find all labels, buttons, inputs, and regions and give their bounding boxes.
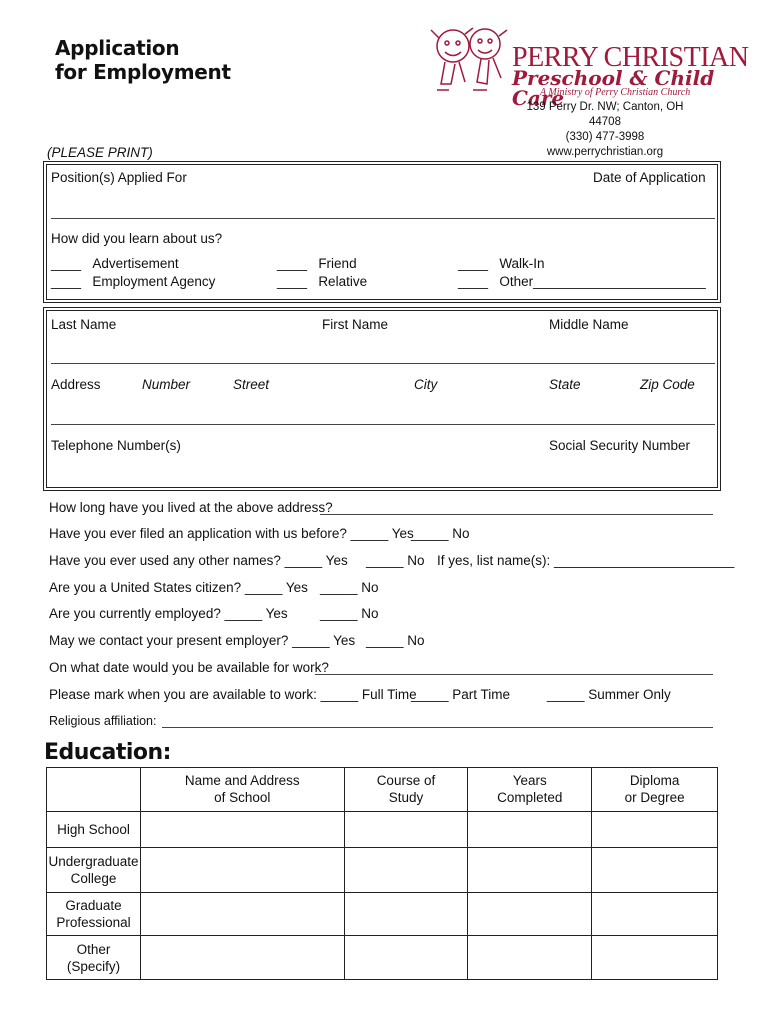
contact-block	[510, 100, 700, 160]
please-print-note: (PLEASE PRINT)	[47, 145, 153, 160]
religious-input-line[interactable]	[162, 727, 713, 728]
high-school-course-cell[interactable]	[344, 812, 468, 848]
undergrad-course-cell[interactable]	[344, 848, 468, 893]
other-diploma-cell[interactable]	[592, 936, 718, 980]
first-name-label: First Name	[322, 317, 389, 332]
undergrad-name-cell[interactable]	[140, 848, 344, 893]
option-advertisement[interactable]: ____ Advertisement	[51, 256, 179, 271]
positions-applied-label: Position(s) Applied For	[51, 170, 187, 185]
lived-input-line[interactable]	[320, 514, 713, 515]
graduate-years-cell[interactable]	[468, 893, 592, 936]
children-logo-icon	[425, 24, 515, 102]
row-label-other: Other (Specify)	[47, 936, 141, 980]
citizen-question[interactable]: Are you a United States citizen? _____ Yes	[49, 580, 308, 595]
other-years-cell[interactable]	[468, 936, 592, 980]
org-website: www.perrychristian.org	[546, 146, 664, 158]
table-row	[47, 848, 718, 893]
learn-about-label: How did you learn about us?	[51, 231, 223, 246]
col-years-completed: Years Completed	[468, 768, 592, 812]
row-label-graduate: Graduate Professional	[47, 893, 141, 936]
org-address: 139 Perry Dr. NW; Canton, OH 44708	[526, 101, 684, 128]
city-label: City	[414, 377, 438, 392]
zip-code-label: Zip Code	[640, 377, 695, 392]
other-course-cell[interactable]	[344, 936, 468, 980]
brand-tagline: A Ministry of Perry Christian Church	[540, 87, 691, 98]
religious-affiliation-label: Religious affiliation:	[49, 714, 157, 728]
col-diploma-degree: Diploma or Degree	[592, 768, 718, 812]
street-label: Street	[233, 377, 270, 392]
brand-subtitle: Preschool & Child Care	[512, 66, 715, 110]
filed-no-option[interactable]: _____ No	[411, 526, 470, 541]
col-course-of-study: Course of Study	[344, 768, 468, 812]
address-label: Address	[51, 377, 101, 392]
part-time-option[interactable]: _____ Part Time	[411, 687, 511, 702]
other-name-cell[interactable]	[140, 936, 344, 980]
other-names-no-option[interactable]: _____ No	[366, 553, 425, 568]
name-input-line[interactable]	[51, 363, 715, 364]
graduate-course-cell[interactable]	[344, 893, 468, 936]
row-label-high-school: High School	[47, 812, 141, 848]
summer-only-option[interactable]: _____ Summer Only	[547, 687, 671, 702]
address-input-line[interactable]	[51, 424, 715, 425]
form-title-line2: for Employment	[55, 60, 231, 84]
high-school-years-cell[interactable]	[468, 812, 592, 848]
citizen-no-option[interactable]: _____ No	[320, 580, 379, 595]
option-walk-in[interactable]: ____ Walk-In	[458, 256, 545, 271]
employed-question[interactable]: Are you currently employed? _____ Yes	[49, 606, 288, 621]
graduate-diploma-cell[interactable]	[592, 893, 718, 936]
form-title-line1: Application	[55, 36, 180, 60]
contact-employer-question[interactable]: May we contact your present employer? _____ Yes	[49, 633, 356, 648]
date-of-application-label: Date of Application	[593, 170, 706, 185]
position-section	[46, 164, 718, 300]
personal-info-section	[46, 310, 718, 488]
last-name-label: Last Name	[51, 317, 117, 332]
education-header-row	[47, 768, 718, 812]
positions-input-line[interactable]	[51, 218, 715, 219]
other-names-question[interactable]: Have you ever used any other names? _____ Yes	[49, 553, 348, 568]
option-relative[interactable]: ____ Relative	[277, 274, 368, 289]
ssn-label: Social Security Number	[549, 438, 691, 453]
state-label: State	[549, 377, 581, 392]
form-title	[55, 36, 231, 84]
education-table	[46, 767, 718, 980]
middle-name-label: Middle Name	[549, 317, 629, 332]
filed-question[interactable]: Have you ever filed an application with us before? _____ Yes	[49, 526, 414, 541]
undergrad-years-cell[interactable]	[468, 848, 592, 893]
org-phone: (330) 477-3998	[565, 131, 645, 143]
table-row	[47, 812, 718, 848]
undergrad-diploma-cell[interactable]	[592, 848, 718, 893]
high-school-diploma-cell[interactable]	[592, 812, 718, 848]
available-date-question: On what date would you be available for work?	[49, 660, 329, 675]
option-friend[interactable]: ____ Friend	[277, 256, 357, 271]
high-school-name-cell[interactable]	[140, 812, 344, 848]
employed-no-option[interactable]: _____ No	[320, 606, 379, 621]
col-name-address: Name and Address of School	[140, 768, 344, 812]
graduate-name-cell[interactable]	[140, 893, 344, 936]
education-corner-cell	[47, 768, 141, 812]
table-row	[47, 936, 718, 980]
option-employment-agency[interactable]: ____ Employment Agency	[51, 274, 216, 289]
list-names-field[interactable]: If yes, list name(s): ________________________	[437, 553, 735, 568]
availability-question[interactable]: Please mark when you are available to work: _____ Full Time	[49, 687, 417, 702]
telephone-label: Telephone Number(s)	[51, 438, 181, 453]
number-label: Number	[142, 377, 191, 392]
contact-employer-no-option[interactable]: _____ No	[366, 633, 425, 648]
brand-name: PERRY CHRISTIAN	[512, 42, 749, 73]
option-other[interactable]: ____ Other_______________________	[458, 274, 706, 289]
table-row	[47, 893, 718, 936]
education-heading: Education:	[44, 740, 171, 765]
row-label-undergraduate: Undergraduate College	[47, 848, 141, 893]
lived-question: How long have you lived at the above address?	[49, 500, 333, 515]
available-date-input-line[interactable]	[315, 674, 713, 675]
